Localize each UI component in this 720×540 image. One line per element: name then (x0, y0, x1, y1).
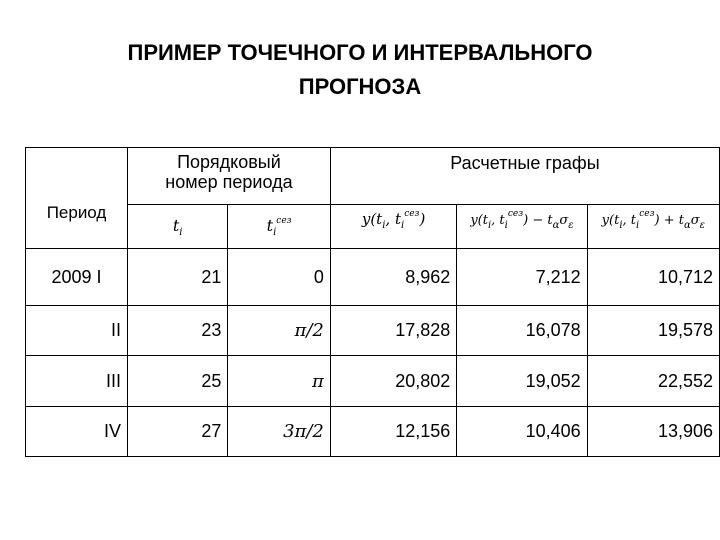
t-cell: 25 (128, 356, 228, 407)
period-cell (26, 249, 128, 306)
table-row (26, 249, 720, 306)
lower-cell: 7,212 (457, 249, 587, 306)
header-y-formula: $y(t_i$, $t_i^{сез}$) (330, 205, 456, 249)
tsez-cell: π (228, 356, 331, 407)
y-cell: 12,156 (330, 407, 456, 457)
upper-cell: 22,552 (587, 356, 719, 407)
table-row (26, 407, 720, 457)
forecast-table (25, 147, 720, 457)
title-line-1: ПРИМЕР ТОЧЕЧНОГО И ИНТЕРВАЛЬНОГО (127, 40, 593, 65)
upper-cell: 10,712 (587, 249, 719, 306)
y-cell: 8,962 (330, 249, 456, 306)
t-cell: 21 (128, 249, 228, 306)
tsez-cell: 0 (228, 249, 331, 306)
header-period (26, 148, 128, 249)
period-value: 2009 I (51, 267, 102, 287)
header-ti: $t_i$ (128, 205, 228, 249)
y-cell: 20,802 (330, 356, 456, 407)
lower-cell: 10,406 (457, 407, 587, 457)
header-ordinal: Порядковый номер периода (128, 148, 331, 205)
header-ti-sez: $t_i^{сез}$ (228, 205, 331, 249)
tsez-cell: 3π/2 (228, 407, 331, 457)
header-calc: Расчетные графы (330, 148, 719, 205)
header-lower-formula: $y(t_i$, $t_i^{сез}) - t_\alpha\sigma_\varepsilon$ (457, 205, 587, 249)
lower-cell: 19,052 (457, 356, 587, 407)
upper-cell: 19,578 (587, 306, 719, 356)
page-title (0, 36, 720, 104)
lower-cell: 16,078 (457, 306, 587, 356)
table-row (26, 356, 720, 407)
t-cell: 27 (128, 407, 228, 457)
header-upper-formula: $y(t_i$, $t_i^{сез}) + t_\alpha\sigma_\varepsilon$ (587, 205, 719, 249)
table-row (26, 306, 720, 356)
period-cell: III (26, 356, 128, 407)
period-cell: II (26, 306, 128, 356)
tsez-cell: π/2 (228, 306, 331, 356)
period-cell: IV (26, 407, 128, 457)
header-period-label: Период (46, 203, 107, 222)
y-cell: 17,828 (330, 306, 456, 356)
upper-cell: 13,906 (587, 407, 719, 457)
title-line-2: ПРОГНОЗА (298, 74, 422, 99)
t-cell: 23 (128, 306, 228, 356)
